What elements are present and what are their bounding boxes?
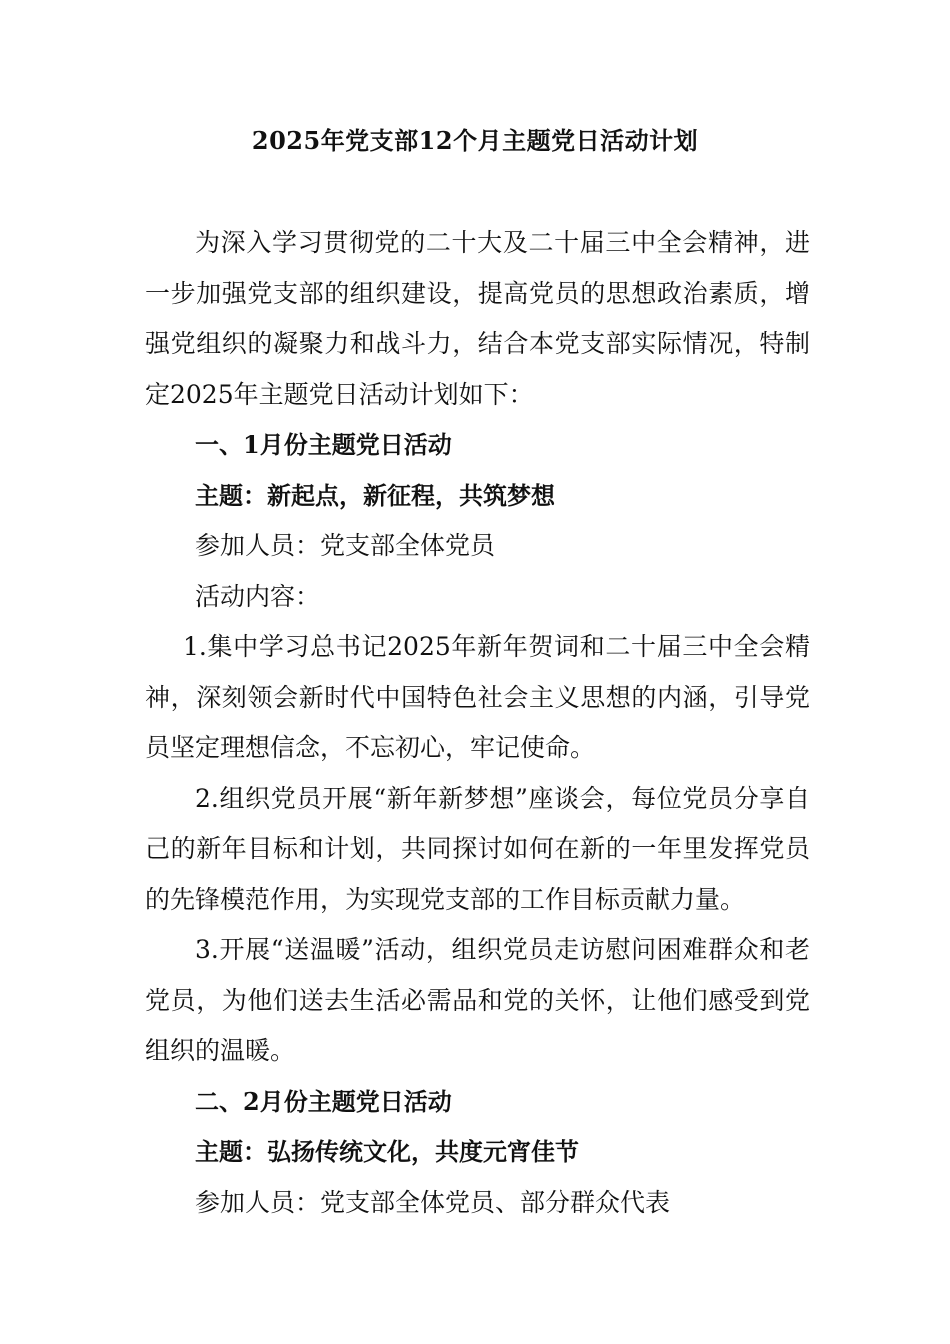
section-1-item-1: 1.集中学习总书记2025年新年贺词和二十届三中全会精神，深刻领会新时代中国特色社会主义思想的内涵，引导党员坚定理想信念，不忘初心，牢记使命。: [145, 632, 810, 762]
section-2-theme: 主题：弘扬传统文化，共度元宵佳节: [195, 1137, 579, 1166]
section-1-participants: 参加人员：党支部全体党员: [195, 531, 496, 560]
section-1-theme: 主题：新起点，新征程，共筑梦想: [195, 480, 555, 510]
section-1-heading: 一、1月份主题党日活动: [195, 430, 452, 459]
document-body: [145, 218, 810, 1228]
intro-paragraph: 为深入学习贯彻党的二十大及二十届三中全会精神，进一步加强党支部的组织建设，提高党员的思想政治素质，增强党组织的凝聚力和战斗力，结合本党支部实际情况，特制定2025年主题党日活动计划如下：: [145, 228, 810, 409]
section-1-item-3: 3.开展“送温暖”活动，组织党员走访慰问困难群众和老党员，为他们送去生活必需品和党的关怀，让他们感受到党组织的温暖。: [145, 935, 810, 1065]
section-2-heading: 二、2月份主题党日活动: [195, 1086, 452, 1116]
section-1-content-label: 活动内容：: [195, 581, 321, 611]
section-1-item-2: 2.组织党员开展“新年新梦想”座谈会，每位党员分享自己的新年目标和计划，共同探讨如何在新的一年里发挥党员的先锋模范作用，为实现党支部的工作目标贡献力量。: [145, 783, 810, 914]
section-2-participants: 参加人员：党支部全体党员、部分群众代表: [195, 1187, 671, 1217]
document-title: 2025年党支部12个月主题党日活动计划: [251, 126, 699, 155]
